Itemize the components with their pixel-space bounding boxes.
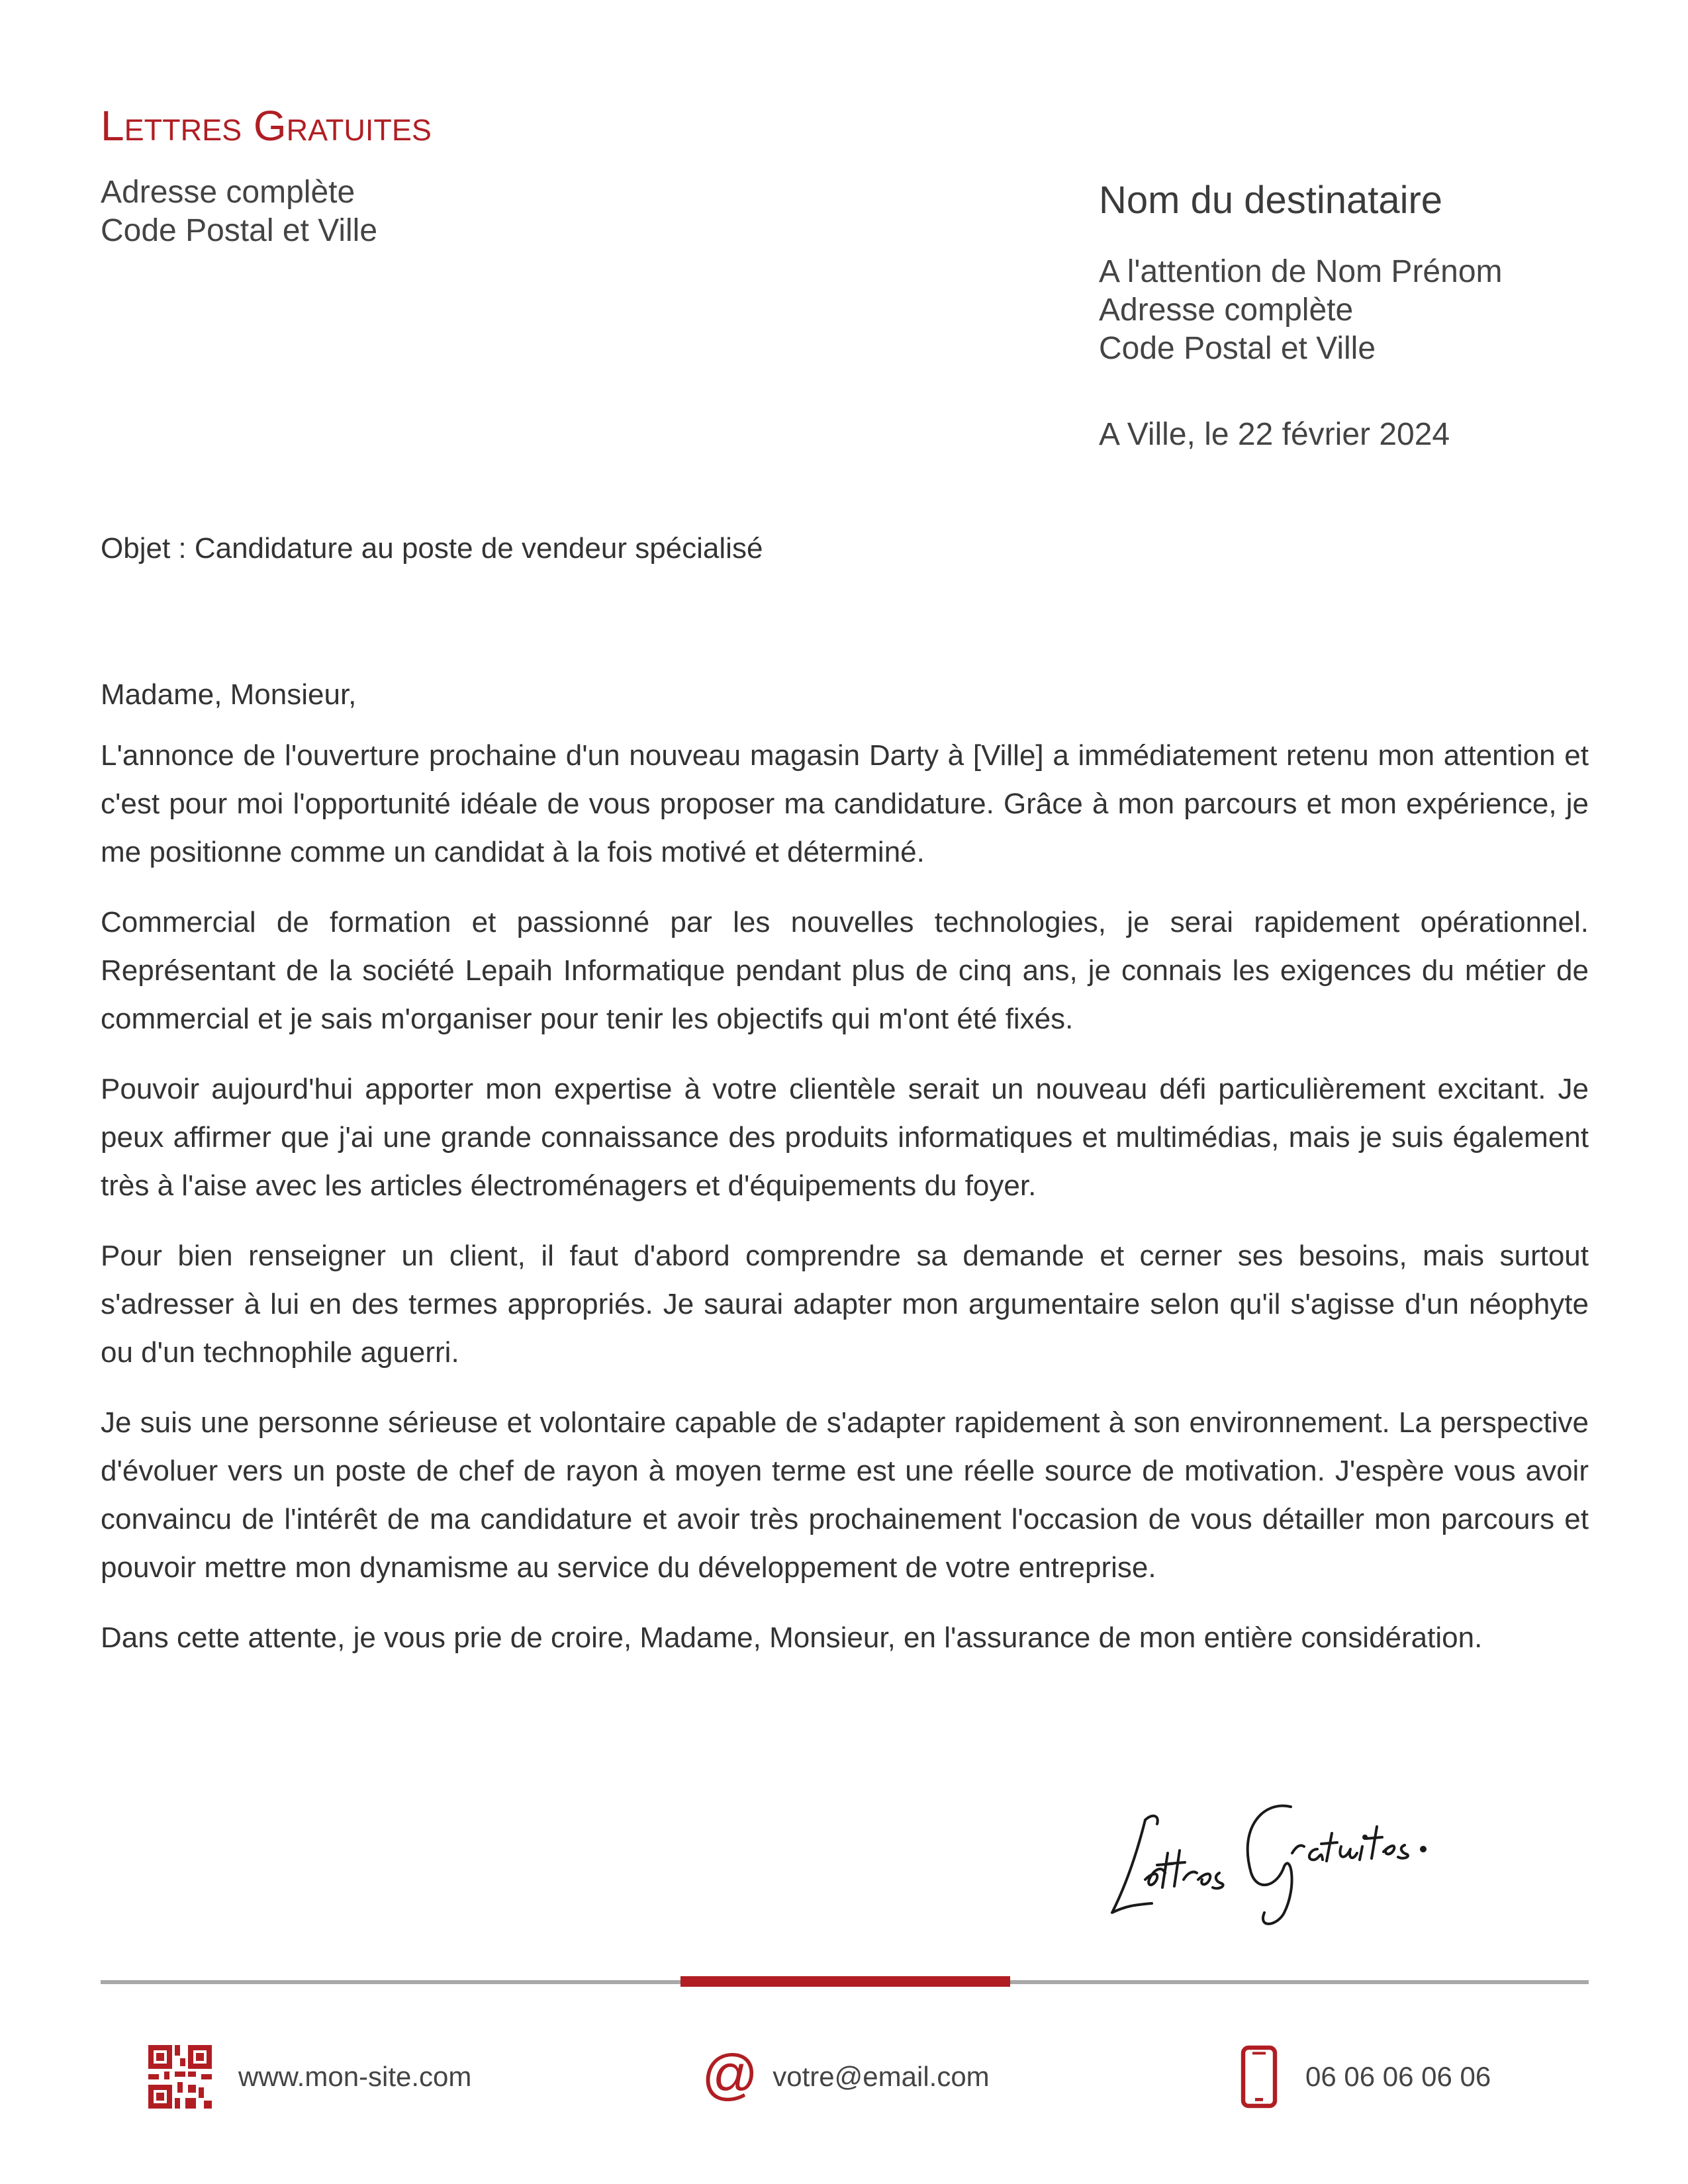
website-text: www.mon-site.com: [238, 2061, 472, 2092]
at-sign-icon: @: [702, 2043, 759, 2105]
salutation: Madame, Monsieur,: [101, 678, 357, 711]
email-text: votre@email.com: [773, 2061, 990, 2092]
handwritten-signature: [1099, 1780, 1443, 1939]
recipient-address: [1099, 253, 1503, 368]
footer-email: [702, 2045, 990, 2109]
body-paragraph: L'annonce de l'ouverture prochaine d'un nouveau magasin Darty à [Ville] a immédiatement retenu mon attention et c'est pour moi l'opportunité idéale de vous proposer ma candidature. Grâce à mon parcours et mon expérience, je me positionne comme un candidat à la fois motivé et déterminé.: [101, 739, 1589, 868]
footer-accent-bar: [680, 1976, 1010, 1987]
phone-text: 06 06 06 06 06: [1305, 2061, 1491, 2092]
recipient-name: Nom du destinataire: [1099, 179, 1443, 222]
body-paragraph: Pour bien renseigner un client, il faut d'abord comprendre sa demande et cerner ses besoins, mais surtout s'adresser à lui en des termes appropriés. Je saurai adapter mon argumentaire selon qu'il s'agisse d'un néophyte ou d'un technophile aguerri.: [101, 1240, 1589, 1369]
footer-phone: [1239, 2045, 1491, 2109]
sender-city-line: Code Postal et Ville: [101, 213, 378, 248]
subject-line: Objet : Candidature au poste de vendeur spécialisé: [101, 532, 763, 565]
date-line: A Ville, le 22 février 2024: [1099, 417, 1450, 452]
footer-website: [148, 2045, 471, 2109]
body-paragraph: Je suis une personne sérieuse et volontaire capable de s'adapter rapidement à son environnement. La perspective d'évoluer vers un poste de chef de rayon à moyen terme est une réelle source de motivation. J'espère vous avoir convaincu de l'intérêt de ma candidature et avoir très prochainement l'occasion de vous détailler mon parcours et pouvoir mettre mon dynamisme au service du développement de votre entreprise.: [101, 1406, 1589, 1584]
sender-name: Lettres Gratuites: [101, 102, 432, 150]
letter-body: [101, 670, 1589, 1684]
closing-paragraph: Dans cette attente, je vous prie de croire, Madame, Monsieur, en l'assurance de mon entière considération.: [101, 1621, 1483, 1654]
recipient-attention: A l'attention de Nom Prénom: [1099, 254, 1503, 289]
recipient-address-line: Adresse complète: [1099, 293, 1354, 328]
body-paragraph: Commercial de formation et passionné par les nouvelles technologies, je serai rapidement opérationnel. Représentant de la société Lepaih Informatique pendant plus de cinq ans, je connais les exigences du métier de commercial et je sais m'organiser pour tenir les objectifs qui m'ont été fixés.: [101, 906, 1589, 1035]
qr-code-icon: [148, 2045, 212, 2109]
body-paragraph: Pouvoir aujourd'hui apporter mon expertise à votre clientèle serait un nouveau défi particulièrement excitant. Je peux affirmer que j'ai une grande connaissance des produits informatiques et multimédias, mais je suis également très à l'aise avec les articles électroménagers et d'équipements du foyer.: [101, 1073, 1589, 1202]
sender-address-line: Adresse complète: [101, 175, 355, 210]
sender-address: [101, 173, 377, 250]
recipient-city-line: Code Postal et Ville: [1099, 331, 1376, 366]
smartphone-icon: [1239, 2045, 1279, 2109]
recipient-block: [1099, 177, 1503, 454]
